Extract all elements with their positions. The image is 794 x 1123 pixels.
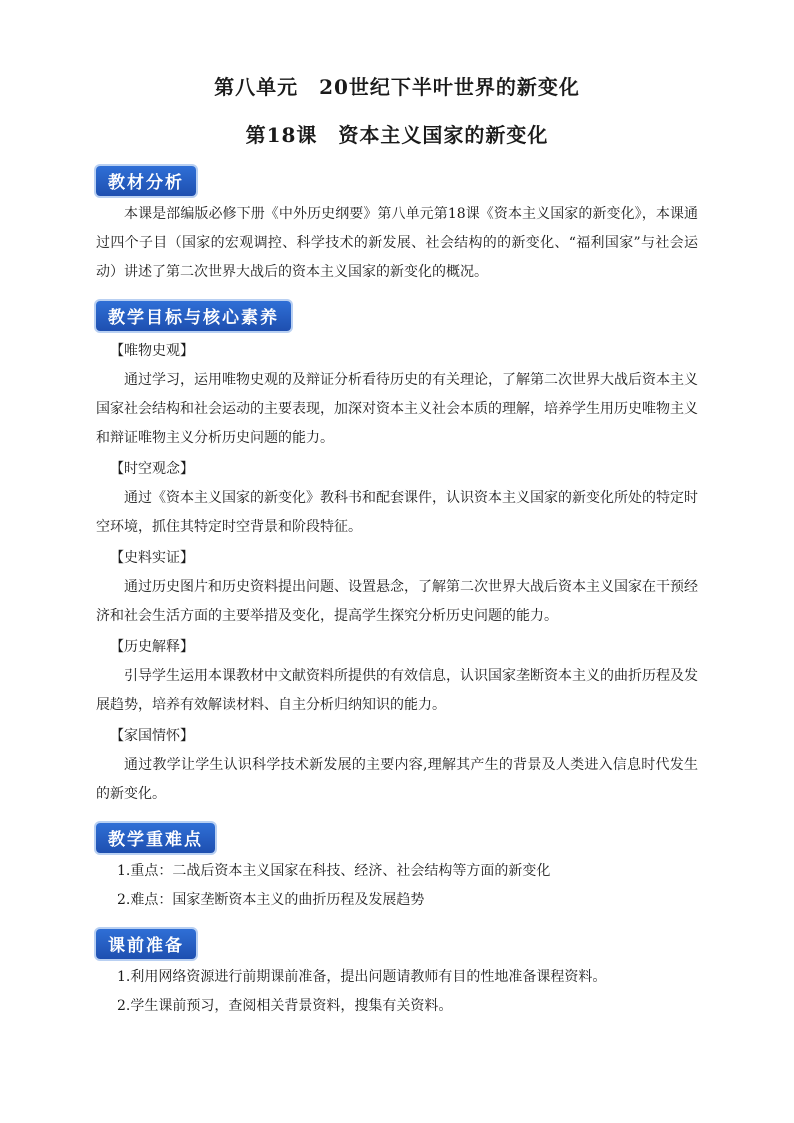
list-item: 1.重点：二战后资本主义国家在科技、经济、社会结构等方面的新变化 — [117, 863, 551, 879]
objective-text: 通过学习，运用唯物史观的及辩证分析看待历史的有关理论，了解第二次世界大战后资本主义国家社会结构和社会运动的主要表现，加深对资本主义社会本质的理解，培养学生用历史唯物主义和辩证唯物主义分析历史问题的能力。 — [96, 372, 698, 446]
objective-heading: 【唯物史观】 — [110, 343, 194, 359]
unit-title: 第八单元 20世纪下半叶世界的新变化 — [214, 75, 580, 99]
list-item: 2.难点：国家垄断资本主义的曲折历程及发展趋势 — [117, 892, 425, 908]
objective-heading: 【时空观念】 — [110, 461, 194, 477]
section-heading: 教学目标与核心素养 — [96, 301, 291, 331]
section-heading: 教学重难点 — [96, 823, 215, 853]
list-item: 2.学生课前预习，查阅相关背景资料，搜集有关资料。 — [117, 998, 453, 1014]
objective-text: 通过教学让学生认识科学技术新发展的主要内容,理解其产生的背景及人类进入信息时代发生的新变化。 — [96, 757, 698, 802]
objective-heading: 【史料实证】 — [110, 550, 194, 566]
section-key-difficult-points — [96, 815, 698, 915]
section-heading: 教材分析 — [96, 166, 196, 196]
objective-text: 通过《资本主义国家的新变化》教科书和配套课件，认识资本主义国家的新变化所处的特定时空环境，抓住其特定时空背景和阶段特征。 — [96, 490, 698, 535]
section-preparation — [96, 921, 698, 1021]
section-heading: 课前准备 — [96, 929, 196, 959]
section-teaching-objectives — [96, 293, 698, 809]
section-textbook-analysis — [96, 158, 698, 287]
list-item: 1.利用网络资源进行前期课前准备，提出问题请教师有目的性地准备课程资料。 — [117, 969, 607, 985]
lesson-title: 第18课 资本主义国家的新变化 — [245, 123, 549, 147]
objective-heading: 【历史解释】 — [110, 639, 194, 655]
paragraph: 本课是部编版必修下册《中外历史纲要》第八单元第18课《资本主义国家的新变化》，本课通过四个子目（国家的宏观调控、科学技术的新发展、社会结构的的新变化、“福利国家”与社会运动）讲述了第二次世界大战后的资本主义国家的新变化的概况。 — [96, 206, 698, 280]
objective-heading: 【家国情怀】 — [110, 728, 194, 744]
objective-text: 引导学生运用本课教材中文献资料所提供的有效信息，认识国家垄断资本主义的曲折历程及发展趋势，培养有效解读材料、自主分析归纳知识的能力。 — [96, 668, 698, 713]
objective-text: 通过历史图片和历史资料提出问题、设置悬念，了解第二次世界大战后资本主义国家在干预经济和社会生活方面的主要举措及变化，提高学生探究分析历史问题的能力。 — [96, 579, 698, 624]
